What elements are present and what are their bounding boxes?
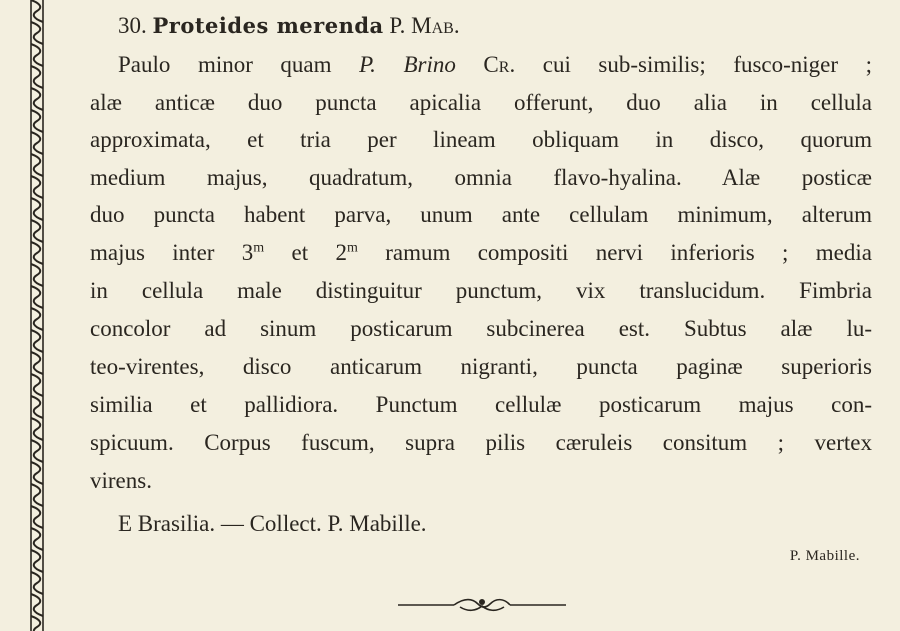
description-line-10: similia et pallidiora. Punctum cellulæ posticarum majus con- xyxy=(90,392,872,417)
description-line-7: in cellula male distinguitur punctum, vix translucidum. Fimbria xyxy=(90,278,872,303)
description-line-1: Paulo minor quam P. Brino Cr. cui sub-similis; fusco-niger ; xyxy=(118,52,872,77)
vine-border-ornament xyxy=(24,0,50,631)
description-line-11: spicuum. Corpus fuscum, supra pilis cæruleis consitum ; vertex xyxy=(90,430,872,455)
compared-species: P. Brino xyxy=(359,52,456,77)
author-signature: P. Mabille. xyxy=(789,548,860,564)
description-line-3: approximata, et tria per lineam obliquam in disco, quorum xyxy=(90,127,872,152)
species-author: P. Mab. xyxy=(389,13,460,38)
species-name: Proteides merenda xyxy=(152,13,384,38)
description-line-4: medium majus, quadratum, omnia flavo-hyalina. Alæ posticæ xyxy=(90,165,872,190)
vine-strand xyxy=(31,0,43,631)
document-page xyxy=(90,0,872,631)
description-line-6: majus inter 3$^m$ et 2$^m$ ramum compositi nervi inferioris ; media xyxy=(90,240,872,265)
description-line-8: concolor ad sinum posticarum subcinerea est. Subtus alæ lu- xyxy=(90,316,872,341)
description-line-5: duo puncta habent parva, unum ante cellulam minimum, alterum xyxy=(90,202,872,227)
entry-number: 30. xyxy=(118,13,147,38)
description-line-9: teo-virentes, disco anticarum nigranti, puncta paginæ superioris xyxy=(90,354,872,379)
description-line-2: alæ anticæ duo puncta apicalia offerunt, duo alia in cellula xyxy=(90,90,872,115)
fleuron-divider-icon xyxy=(398,596,566,614)
species-heading xyxy=(118,8,460,44)
locality-line: E Brasilia. — Collect. P. Mabille. xyxy=(118,511,427,536)
description-line-12: virens. xyxy=(90,468,152,493)
